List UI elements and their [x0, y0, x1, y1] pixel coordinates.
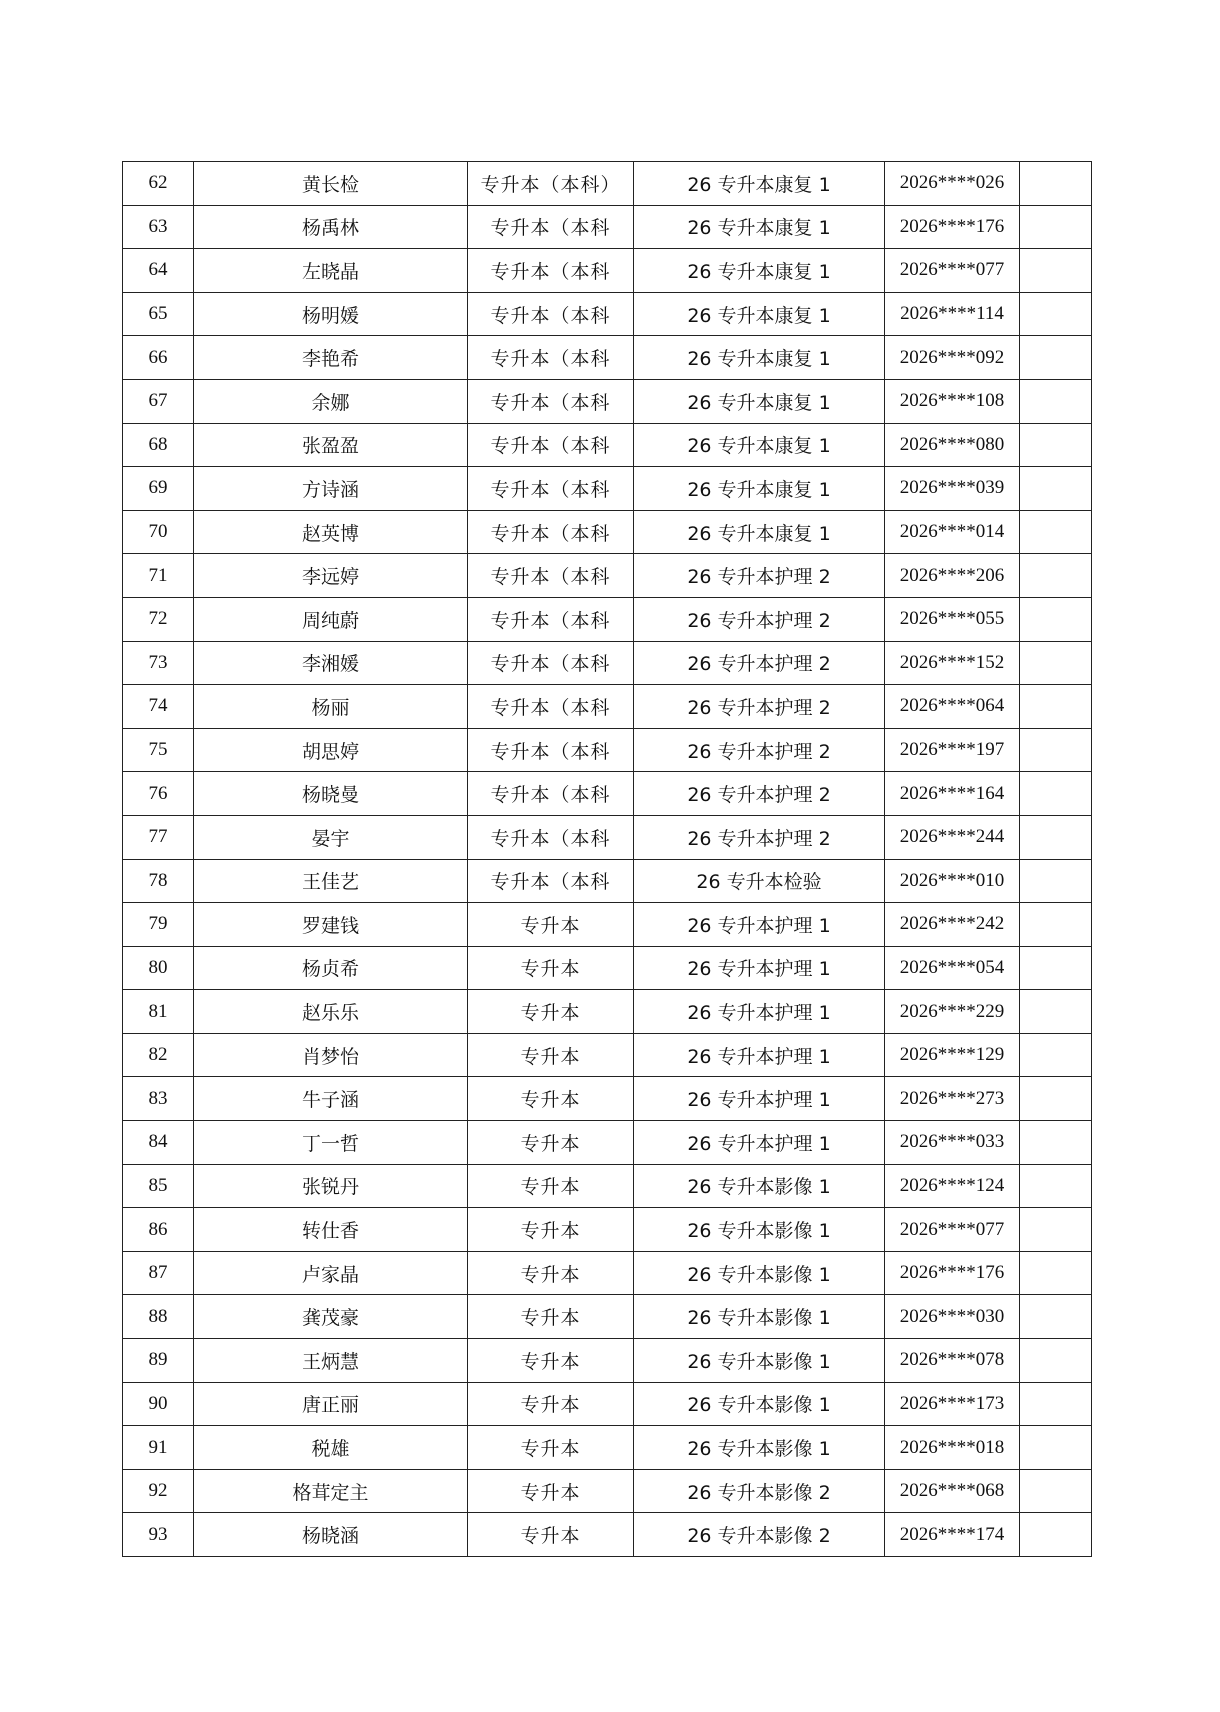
- education-level-cell: 专升本（本科: [468, 467, 634, 511]
- education-level-cell: 专升本: [468, 1513, 634, 1557]
- roster-table-body: [123, 162, 1092, 1557]
- table-row: [123, 467, 1092, 511]
- student-id-cell: 2026****033: [885, 1121, 1020, 1165]
- class-name-cell: 26 专升本康复 1: [634, 205, 885, 249]
- remarks-cell: [1020, 467, 1092, 511]
- remarks-cell: [1020, 1469, 1092, 1513]
- row-number-cell: 73: [123, 641, 194, 685]
- row-number-cell: 66: [123, 336, 194, 380]
- student-name-cell: 杨晓曼: [194, 772, 468, 816]
- row-number-cell: 91: [123, 1426, 194, 1470]
- student-id-cell: 2026****080: [885, 423, 1020, 467]
- remarks-cell: [1020, 1426, 1092, 1470]
- row-number-cell: 75: [123, 728, 194, 772]
- student-id-cell: 2026****173: [885, 1382, 1020, 1426]
- student-name-cell: 卢家晶: [194, 1251, 468, 1295]
- remarks-cell: [1020, 162, 1092, 206]
- student-id-cell: 2026****229: [885, 990, 1020, 1034]
- student-id-cell: 2026****064: [885, 685, 1020, 729]
- remarks-cell: [1020, 1208, 1092, 1252]
- table-row: [123, 990, 1092, 1034]
- class-name-cell: 26 专升本检验: [634, 859, 885, 903]
- row-number-cell: 67: [123, 379, 194, 423]
- education-level-cell: 专升本（本科: [468, 423, 634, 467]
- row-number-cell: 70: [123, 510, 194, 554]
- class-name-cell: 26 专升本护理 2: [634, 597, 885, 641]
- education-level-cell: 专升本（本科）: [468, 162, 634, 206]
- class-name-cell: 26 专升本护理 1: [634, 990, 885, 1034]
- row-number-cell: 72: [123, 597, 194, 641]
- student-id-cell: 2026****077: [885, 1208, 1020, 1252]
- education-level-cell: 专升本（本科: [468, 597, 634, 641]
- row-number-cell: 76: [123, 772, 194, 816]
- student-id-cell: 2026****055: [885, 597, 1020, 641]
- student-name-cell: 王炳慧: [194, 1339, 468, 1383]
- education-level-cell: 专升本: [468, 1295, 634, 1339]
- remarks-cell: [1020, 1033, 1092, 1077]
- row-number-cell: 63: [123, 205, 194, 249]
- student-id-cell: 2026****176: [885, 205, 1020, 249]
- remarks-cell: [1020, 990, 1092, 1034]
- student-id-cell: 2026****176: [885, 1251, 1020, 1295]
- remarks-cell: [1020, 597, 1092, 641]
- class-name-cell: 26 专升本影像 1: [634, 1208, 885, 1252]
- remarks-cell: [1020, 903, 1092, 947]
- student-name-cell: 王佳艺: [194, 859, 468, 903]
- remarks-cell: [1020, 205, 1092, 249]
- student-roster-table: [122, 161, 1092, 1557]
- student-id-cell: 2026****010: [885, 859, 1020, 903]
- remarks-cell: [1020, 1382, 1092, 1426]
- student-name-cell: 左晓晶: [194, 249, 468, 293]
- row-number-cell: 86: [123, 1208, 194, 1252]
- row-number-cell: 79: [123, 903, 194, 947]
- remarks-cell: [1020, 336, 1092, 380]
- education-level-cell: 专升本: [468, 1208, 634, 1252]
- document-page: [122, 161, 1092, 1557]
- class-name-cell: 26 专升本护理 2: [634, 685, 885, 729]
- class-name-cell: 26 专升本护理 2: [634, 772, 885, 816]
- class-name-cell: 26 专升本护理 2: [634, 728, 885, 772]
- remarks-cell: [1020, 1339, 1092, 1383]
- table-row: [123, 1295, 1092, 1339]
- remarks-cell: [1020, 292, 1092, 336]
- student-id-cell: 2026****030: [885, 1295, 1020, 1339]
- table-row: [123, 249, 1092, 293]
- class-name-cell: 26 专升本护理 1: [634, 946, 885, 990]
- student-name-cell: 胡思婷: [194, 728, 468, 772]
- education-level-cell: 专升本: [468, 1339, 634, 1383]
- table-row: [123, 597, 1092, 641]
- class-name-cell: 26 专升本护理 1: [634, 1077, 885, 1121]
- student-id-cell: 2026****244: [885, 815, 1020, 859]
- remarks-cell: [1020, 685, 1092, 729]
- remarks-cell: [1020, 1513, 1092, 1557]
- student-name-cell: 罗建钱: [194, 903, 468, 947]
- table-row: [123, 336, 1092, 380]
- education-level-cell: 专升本（本科: [468, 510, 634, 554]
- student-name-cell: 李艳希: [194, 336, 468, 380]
- student-name-cell: 肖梦怡: [194, 1033, 468, 1077]
- student-id-cell: 2026****068: [885, 1469, 1020, 1513]
- row-number-cell: 90: [123, 1382, 194, 1426]
- table-row: [123, 685, 1092, 729]
- education-level-cell: 专升本（本科: [468, 641, 634, 685]
- remarks-cell: [1020, 554, 1092, 598]
- table-row: [123, 903, 1092, 947]
- row-number-cell: 89: [123, 1339, 194, 1383]
- class-name-cell: 26 专升本护理 2: [634, 554, 885, 598]
- table-row: [123, 859, 1092, 903]
- remarks-cell: [1020, 249, 1092, 293]
- remarks-cell: [1020, 510, 1092, 554]
- row-number-cell: 80: [123, 946, 194, 990]
- education-level-cell: 专升本: [468, 990, 634, 1034]
- student-name-cell: 龚茂豪: [194, 1295, 468, 1339]
- class-name-cell: 26 专升本康复 1: [634, 510, 885, 554]
- remarks-cell: [1020, 1077, 1092, 1121]
- class-name-cell: 26 专升本影像 2: [634, 1469, 885, 1513]
- table-row: [123, 292, 1092, 336]
- class-name-cell: 26 专升本康复 1: [634, 423, 885, 467]
- table-row: [123, 379, 1092, 423]
- table-row: [123, 554, 1092, 598]
- student-name-cell: 转仕香: [194, 1208, 468, 1252]
- student-name-cell: 方诗涵: [194, 467, 468, 511]
- class-name-cell: 26 专升本影像 1: [634, 1426, 885, 1470]
- remarks-cell: [1020, 1295, 1092, 1339]
- table-row: [123, 772, 1092, 816]
- table-row: [123, 728, 1092, 772]
- row-number-cell: 69: [123, 467, 194, 511]
- student-name-cell: 税雄: [194, 1426, 468, 1470]
- education-level-cell: 专升本（本科: [468, 815, 634, 859]
- student-id-cell: 2026****026: [885, 162, 1020, 206]
- student-id-cell: 2026****054: [885, 946, 1020, 990]
- education-level-cell: 专升本（本科: [468, 292, 634, 336]
- row-number-cell: 68: [123, 423, 194, 467]
- student-name-cell: 周纯蔚: [194, 597, 468, 641]
- student-id-cell: 2026****114: [885, 292, 1020, 336]
- row-number-cell: 74: [123, 685, 194, 729]
- table-row: [123, 1513, 1092, 1557]
- student-id-cell: 2026****018: [885, 1426, 1020, 1470]
- row-number-cell: 92: [123, 1469, 194, 1513]
- education-level-cell: 专升本（本科: [468, 685, 634, 729]
- education-level-cell: 专升本: [468, 903, 634, 947]
- class-name-cell: 26 专升本康复 1: [634, 292, 885, 336]
- row-number-cell: 65: [123, 292, 194, 336]
- remarks-cell: [1020, 1164, 1092, 1208]
- table-row: [123, 1164, 1092, 1208]
- student-id-cell: 2026****124: [885, 1164, 1020, 1208]
- student-name-cell: 赵乐乐: [194, 990, 468, 1034]
- education-level-cell: 专升本: [468, 1469, 634, 1513]
- student-id-cell: 2026****129: [885, 1033, 1020, 1077]
- remarks-cell: [1020, 1251, 1092, 1295]
- class-name-cell: 26 专升本护理 2: [634, 641, 885, 685]
- class-name-cell: 26 专升本康复 1: [634, 249, 885, 293]
- class-name-cell: 26 专升本护理 1: [634, 903, 885, 947]
- row-number-cell: 87: [123, 1251, 194, 1295]
- student-id-cell: 2026****164: [885, 772, 1020, 816]
- student-id-cell: 2026****242: [885, 903, 1020, 947]
- table-row: [123, 1208, 1092, 1252]
- row-number-cell: 88: [123, 1295, 194, 1339]
- row-number-cell: 81: [123, 990, 194, 1034]
- student-name-cell: 杨贞希: [194, 946, 468, 990]
- table-row: [123, 946, 1092, 990]
- row-number-cell: 62: [123, 162, 194, 206]
- education-level-cell: 专升本: [468, 1121, 634, 1165]
- class-name-cell: 26 专升本护理 1: [634, 1121, 885, 1165]
- student-name-cell: 杨晓涵: [194, 1513, 468, 1557]
- remarks-cell: [1020, 379, 1092, 423]
- row-number-cell: 85: [123, 1164, 194, 1208]
- remarks-cell: [1020, 728, 1092, 772]
- student-name-cell: 赵英博: [194, 510, 468, 554]
- class-name-cell: 26 专升本康复 1: [634, 467, 885, 511]
- student-id-cell: 2026****078: [885, 1339, 1020, 1383]
- student-name-cell: 李湘媛: [194, 641, 468, 685]
- student-name-cell: 唐正丽: [194, 1382, 468, 1426]
- student-id-cell: 2026****092: [885, 336, 1020, 380]
- class-name-cell: 26 专升本影像 1: [634, 1164, 885, 1208]
- student-name-cell: 张盈盈: [194, 423, 468, 467]
- education-level-cell: 专升本（本科: [468, 728, 634, 772]
- education-level-cell: 专升本: [468, 1382, 634, 1426]
- class-name-cell: 26 专升本康复 1: [634, 379, 885, 423]
- class-name-cell: 26 专升本护理 2: [634, 815, 885, 859]
- student-id-cell: 2026****108: [885, 379, 1020, 423]
- student-id-cell: 2026****077: [885, 249, 1020, 293]
- student-name-cell: 杨丽: [194, 685, 468, 729]
- remarks-cell: [1020, 772, 1092, 816]
- education-level-cell: 专升本（本科: [468, 859, 634, 903]
- student-id-cell: 2026****273: [885, 1077, 1020, 1121]
- education-level-cell: 专升本: [468, 1164, 634, 1208]
- table-row: [123, 205, 1092, 249]
- table-row: [123, 641, 1092, 685]
- row-number-cell: 82: [123, 1033, 194, 1077]
- education-level-cell: 专升本（本科: [468, 205, 634, 249]
- education-level-cell: 专升本: [468, 946, 634, 990]
- student-id-cell: 2026****174: [885, 1513, 1020, 1557]
- table-row: [123, 1382, 1092, 1426]
- class-name-cell: 26 专升本影像 1: [634, 1295, 885, 1339]
- remarks-cell: [1020, 423, 1092, 467]
- row-number-cell: 84: [123, 1121, 194, 1165]
- student-name-cell: 晏宇: [194, 815, 468, 859]
- remarks-cell: [1020, 815, 1092, 859]
- education-level-cell: 专升本（本科: [468, 379, 634, 423]
- education-level-cell: 专升本（本科: [468, 772, 634, 816]
- education-level-cell: 专升本: [468, 1426, 634, 1470]
- student-name-cell: 李远婷: [194, 554, 468, 598]
- student-name-cell: 杨明媛: [194, 292, 468, 336]
- table-row: [123, 1121, 1092, 1165]
- education-level-cell: 专升本: [468, 1077, 634, 1121]
- education-level-cell: 专升本（本科: [468, 554, 634, 598]
- student-name-cell: 牛子涵: [194, 1077, 468, 1121]
- table-row: [123, 423, 1092, 467]
- table-row: [123, 1426, 1092, 1470]
- table-row: [123, 1033, 1092, 1077]
- class-name-cell: 26 专升本护理 1: [634, 1033, 885, 1077]
- student-id-cell: 2026****014: [885, 510, 1020, 554]
- student-name-cell: 张锐丹: [194, 1164, 468, 1208]
- student-name-cell: 丁一哲: [194, 1121, 468, 1165]
- remarks-cell: [1020, 946, 1092, 990]
- table-row: [123, 162, 1092, 206]
- student-name-cell: 黄长检: [194, 162, 468, 206]
- row-number-cell: 83: [123, 1077, 194, 1121]
- education-level-cell: 专升本: [468, 1251, 634, 1295]
- row-number-cell: 71: [123, 554, 194, 598]
- row-number-cell: 93: [123, 1513, 194, 1557]
- remarks-cell: [1020, 1121, 1092, 1165]
- student-id-cell: 2026****197: [885, 728, 1020, 772]
- class-name-cell: 26 专升本影像 1: [634, 1251, 885, 1295]
- row-number-cell: 77: [123, 815, 194, 859]
- student-id-cell: 2026****206: [885, 554, 1020, 598]
- class-name-cell: 26 专升本影像 2: [634, 1513, 885, 1557]
- student-name-cell: 余娜: [194, 379, 468, 423]
- student-name-cell: 格茸定主: [194, 1469, 468, 1513]
- table-row: [123, 1077, 1092, 1121]
- student-id-cell: 2026****039: [885, 467, 1020, 511]
- row-number-cell: 78: [123, 859, 194, 903]
- table-row: [123, 510, 1092, 554]
- table-row: [123, 1469, 1092, 1513]
- row-number-cell: 64: [123, 249, 194, 293]
- remarks-cell: [1020, 859, 1092, 903]
- class-name-cell: 26 专升本影像 1: [634, 1382, 885, 1426]
- education-level-cell: 专升本（本科: [468, 336, 634, 380]
- student-name-cell: 杨禹林: [194, 205, 468, 249]
- class-name-cell: 26 专升本影像 1: [634, 1339, 885, 1383]
- class-name-cell: 26 专升本康复 1: [634, 336, 885, 380]
- education-level-cell: 专升本（本科: [468, 249, 634, 293]
- table-row: [123, 815, 1092, 859]
- table-row: [123, 1251, 1092, 1295]
- remarks-cell: [1020, 641, 1092, 685]
- class-name-cell: 26 专升本康复 1: [634, 162, 885, 206]
- student-id-cell: 2026****152: [885, 641, 1020, 685]
- table-row: [123, 1339, 1092, 1383]
- education-level-cell: 专升本: [468, 1033, 634, 1077]
